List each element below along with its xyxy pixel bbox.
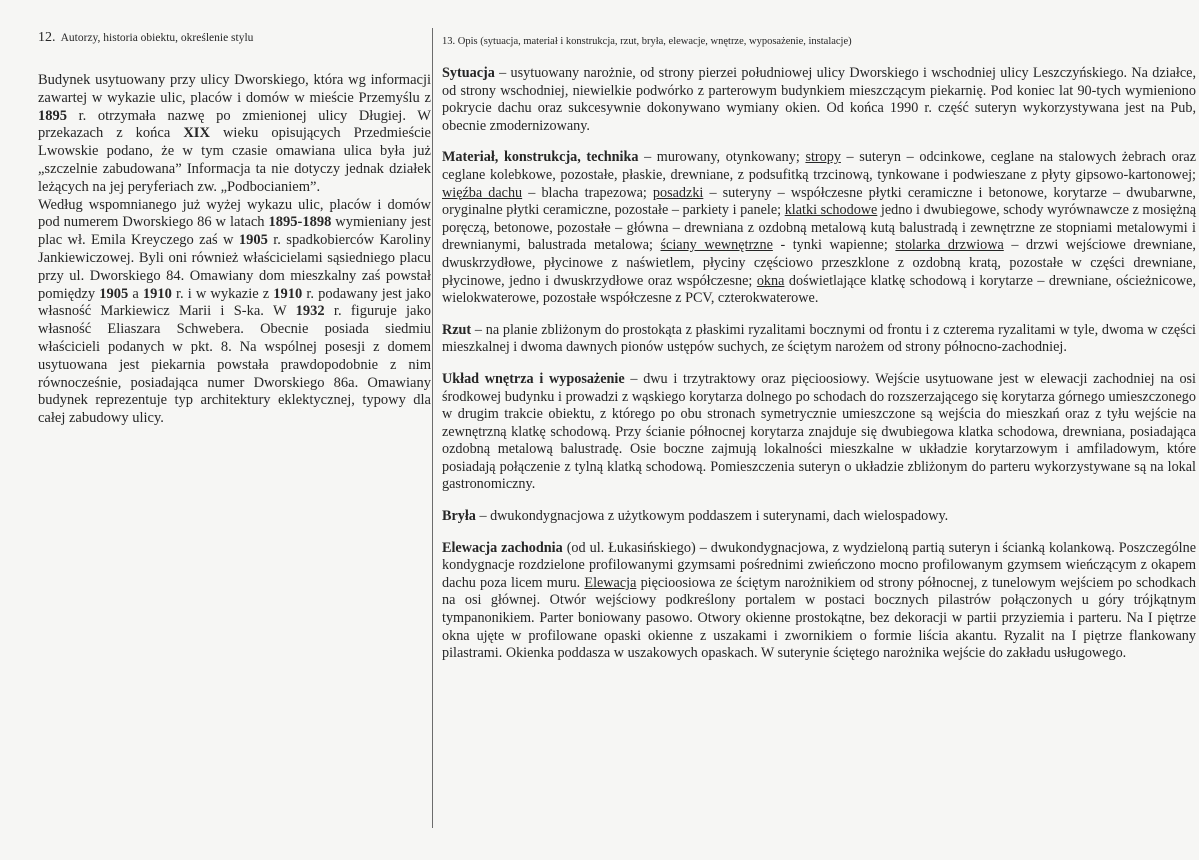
text-run: – dwu i trzytraktowy oraz pięcioosiowy. Wejście usytuowane jest w elewacji zachodniej na osi środkowej budynku i prowadzi z wąskiego korytarza dolnego po schodach do rozszerzającego się korytarza górnego umieszczonego w drugim trakcie obiektu, z którego po obu stronach symetrycznie umieszczone są wejścia do mieszkań oraz z tyłu wejście na zewnętrzną klatkę schodową. Przy ścianie północnej korytarza znajduje się dwubiegowa klatka schodowa, drewniana, posiadająca ozdobną metalową balustradę. Osie boczne zajmują lokalności mieszkalne w układzie korytarzowym i amfiladowym, które posiadają połączenie z tylną klatką schodową. Pomieszczenia suteryn o układzie zbliżonym do parteru wykorzystywane są na lokal gastronomiczny. — [442, 370, 1196, 493]
bold-term: Materiał, konstrukcja, technika — [442, 149, 639, 166]
underlined-term: Elewacja — [584, 574, 637, 591]
text-run: jedno i dwubiegowe, schody wyrównawcze z mosiężną poręczą, betonowe, pozostałe – główna – drewniana z ozdobną metalową kutą balustradą i zewnętrzne ze stopniami metalowymi i drewnianymi, balustrada metalowa; — [442, 202, 1196, 254]
bold-term: 1910 — [273, 285, 303, 302]
underlined-term: stolarka drzwiowa — [895, 237, 1004, 254]
text-run: – murowany, otynkowany; — [638, 149, 806, 166]
description-interior-layout — [442, 371, 1196, 494]
text-run: r. figuruje jako własność Eliaszara Schwebera. Obecnie posiada siedmiu właścicieli podanych w pkt. 8. Na wspólnej posesji z domem usytuowana jest piekarnia powstała prawdopodobnie z nim równocześnie, posiadająca numer Dworskiego 86a. Omawiany budynek reprezentuje typ architektury eklektycznej, typowy dla całej zabudowy ulicy. — [38, 303, 431, 427]
underlined-term: klatki schodowe — [784, 202, 878, 219]
underlined-term: ściany wewnętrzne — [660, 237, 773, 254]
text-run: r. podawany jest jako własność Markiewicz Marii i S-ka. W — [38, 285, 431, 320]
text-run: – na planie zbliżonym do prostokąta z płaskimi ryzalitami bocznymi od frontu i z czterema ryzalitami w tyle, dwoma w części mieszkalnej i dwoma dawnych pionów ustępów suchych, ze ściętym narożem od strony północno-zachodniej. — [442, 321, 1196, 356]
text-run: doświetlające klatkę schodową i korytarze – drewniane, ościeżnicowe, wielokwaterowe, pozostałe współczesne z PCV, czterokwaterowe. — [442, 272, 1196, 307]
description-west-elevation — [442, 540, 1196, 663]
text-run: r. i w wykazie z — [171, 285, 274, 302]
description-massing — [442, 508, 1196, 526]
text-run: – drzwi wejściowe drewniane, dwuskrzydłowe, płycinowe z naświetlem, płyciny częściowo przeszklone z ozdobną kratą, pozostałe w części drewniane, płycinowe, jedno i dwuskrzydłowe oraz współczesne; — [442, 237, 1196, 289]
history-paragraph-1 — [38, 72, 431, 197]
text-run: wieku opisujących Przedmieście Lwowskie podano, że w tym czasie omawiana ulica była już „szczelnie zabudowana” Informacja ta nie dotyczy jednak działek leżących na jej peryferiach zw. „Podbocianiem”. — [38, 125, 431, 195]
section-12-title: Autorzy, historia obiektu, określenie stylu — [60, 32, 254, 44]
bold-term: 1932 — [295, 303, 325, 320]
text-run: wymieniany jest plac wł. Emila Kreyczego zaś w — [38, 214, 431, 249]
column-divider — [432, 28, 433, 828]
bold-term: Bryła — [442, 508, 476, 525]
description-material-construction — [442, 149, 1196, 307]
text-run: r. spadkobierców Karoliny Jankiewiczowej. Byli oni również właścicielami sąsiedniego placu przy ul. Dworskiego 84. Omawiany dom mieszkalny zaś powstał pomiędzy — [38, 232, 431, 302]
bold-term: XIX — [183, 125, 210, 142]
text-run: - tynki wapienne; — [772, 237, 896, 254]
text-run: pięcioosiowa ze ściętym narożnikiem od strony północnej, z tunelowym wejściem po schodkach na osi głównej. Otwór wejściowy podkreślony portalem w postaci bocznych pilastrów połączonych u góry trójkątnym tympanonikiem. Parter boniowany pasowo. Otwory okienne prostokątne, bez dekoracji w partii przyziemia i parteru. Na I piętrze okna ujęte w profilowane opaski okienne z uszakami i zwornikiem o formie liścia akantu. Ryzalit na I piętrze flankowany pilastrami. Okienka poddasza w uszakowych opaskach. W suterynie ściętego narożnika wejście do zakładu usługowego. — [442, 574, 1197, 662]
bold-term: 1905 — [238, 232, 268, 249]
text-run: – dwukondygnacjowa z użytkowym poddaszem i suterynami, dach wielospadowy. — [475, 508, 949, 525]
section-13-title: Opis (sytuacja, materiał i konstrukcja, rzut, bryła, elewacje, wnętrze, wyposażenie, instalacje) — [457, 36, 852, 47]
bold-term: 1895-1898 — [268, 214, 332, 231]
section-13-heading — [442, 36, 1199, 47]
bold-term: Sytuacja — [442, 65, 495, 81]
text-run: – suteryn – odcinkowe, ceglane na stalowych żebrach oraz ceglane kolebkowe, pozostałe, płaskie, drewniane, z podsufitką trzcinową, tynkowane i podwieszane z płyty gipsowo-kartonowej; — [442, 149, 1197, 183]
text-run: Budynek usytuowany przy ulicy Dworskiego, która wg informacji zawartej w wykazie ulic, placów i domów w mieście Przemyślu z — [38, 72, 431, 106]
text-run: Według wspomnianego już wyżej wykazu ulic, placów i domów pod numerem Dworskiego 86 w latach — [38, 196, 431, 231]
description-situation — [442, 65, 1196, 135]
history-text — [38, 72, 431, 428]
text-run: a — [128, 285, 143, 302]
bold-term: Układ wnętrza i wyposażenie — [442, 370, 625, 387]
bold-term: Rzut — [442, 321, 472, 338]
text-run: (od ul. Łukasińskiego) – dwukondygnacjowa, z wydzieloną partią suteryn i ścianką kolankową. Poszczególne kondygnacje rozdzielone profilowanymi gzymsami pośrednimi zwieńczono mocno profilowanym gzymsem wieńczącym z okapem dachu poza licem muru. — [442, 539, 1196, 591]
underlined-term: posadzki — [652, 184, 704, 201]
text-run: – blacha trapezowa; — [522, 184, 653, 201]
description-plan — [442, 322, 1196, 357]
section-13-number: 13. — [442, 36, 456, 47]
history-paragraph-2 — [38, 197, 431, 428]
left-column — [0, 0, 432, 860]
right-column — [434, 0, 1199, 860]
section-12-number: 12. — [38, 30, 56, 45]
bold-term: Elewacja zachodnia — [442, 539, 563, 556]
section-12-heading — [38, 30, 432, 46]
underlined-term: stropy — [805, 149, 841, 166]
text-run: – usytuowany narożnie, od strony pierzei południowej ulicy Dworskiego i wschodniej ulicy Leszczyńskiego. Na działce, od strony wschodniej, niewielkie podwórko z parterowym budynkiem mieszczącym piekarnię. Pod koniec lat 90-tych wymieniono pokrycie dachu oraz sukcesywnie dokonywano wymiany okien. Od końca 1990 r. część suteryn wykorzystywana jest na Pub, obecnie zmodernizowany. — [442, 65, 1196, 134]
bold-term: 1910 — [142, 285, 172, 302]
text-run: r. otrzymała nazwę po zmienionej ulicy Długiej. W przekazach z końca — [38, 107, 431, 142]
underlined-term: okna — [756, 272, 785, 289]
underlined-term: więźba dachu — [442, 184, 523, 201]
text-run: – suteryny – współczesne płytki ceramiczne i betonowe, korytarze – dwubarwne, oryginalne płytki ceramiczne, pozostałe – parkiety i panele; — [442, 184, 1196, 219]
bold-term: 1895 — [38, 107, 67, 124]
bold-term: 1905 — [99, 285, 129, 302]
